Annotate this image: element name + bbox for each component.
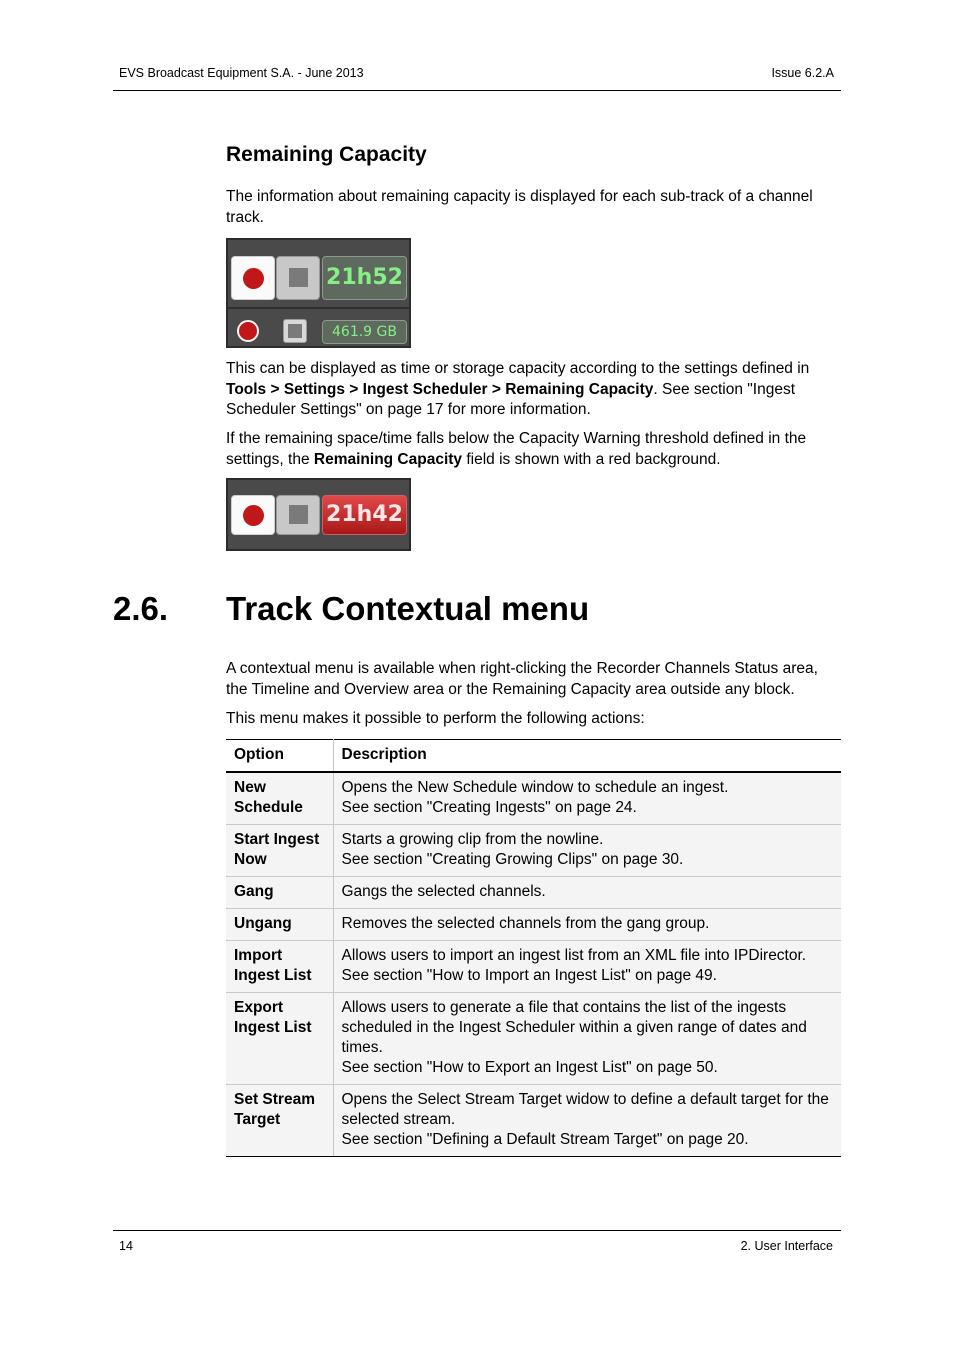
description-line: scheduled in the Ingest Scheduler within a given range of dates and — [341, 1018, 807, 1036]
description-line: times. — [341, 1038, 383, 1056]
remaining-capacity-settings-paragraph — [226, 359, 826, 421]
remaining-capacity-widget — [226, 238, 411, 348]
description-line: selected stream. — [341, 1110, 456, 1128]
option-label: Ingest List — [234, 966, 312, 984]
header-issue: Issue 6.2.A — [771, 66, 834, 80]
description-line: See section "How to Import an Ingest List" on page 49. — [341, 966, 717, 984]
option-label: Gang — [234, 882, 274, 900]
option-label: Schedule — [234, 798, 303, 816]
section-title: Track Contextual menu — [226, 590, 590, 627]
description-line: Allows users to import an ingest list from an XML file into IPDirector. — [341, 946, 807, 964]
description-cell — [333, 772, 841, 825]
section-intro-2: This menu makes it possible to perform the following actions: — [226, 710, 645, 727]
stop-icon — [288, 324, 302, 338]
record-icon — [243, 505, 264, 526]
description-line: See section "Creating Ingests" on page 24. — [341, 798, 637, 816]
table-row — [226, 908, 841, 940]
record-icon — [243, 268, 264, 289]
description-cell — [333, 940, 841, 992]
stop-button[interactable] — [276, 495, 320, 535]
column-header-description: Description — [333, 740, 841, 772]
page-header — [113, 66, 841, 91]
option-label: Import — [234, 946, 283, 964]
capacity-warning-widget — [226, 478, 411, 551]
paragraph-text: This can be displayed as time or storage capacity according to the settings defined in — [226, 360, 810, 377]
subtrack-record-button[interactable] — [236, 319, 260, 343]
option-label: Target — [234, 1110, 281, 1128]
description-line: See section "Defining a Default Stream Target" on page 20. — [341, 1130, 749, 1148]
remaining-capacity-heading: Remaining Capacity — [226, 143, 427, 166]
option-label: Export — [234, 998, 284, 1016]
section-number: 2.6. — [113, 590, 169, 627]
table-row — [226, 940, 841, 992]
option-label: Now — [234, 850, 267, 868]
option-cell — [226, 1084, 333, 1156]
description-line: Opens the New Schedule window to schedule an ingest. — [341, 778, 729, 796]
record-icon — [237, 320, 259, 342]
description-cell — [333, 876, 841, 908]
option-cell — [226, 824, 333, 876]
header-left: EVS Broadcast Equipment S.A. - June 2013 — [119, 66, 364, 80]
description-line: Allows users to generate a file that contains the list of the ingests — [341, 998, 787, 1016]
remaining-time-warning-field[interactable]: 21h42 — [322, 495, 407, 535]
option-cell — [226, 876, 333, 908]
option-cell — [226, 908, 333, 940]
option-label: Start Ingest — [234, 830, 320, 848]
page-number: 14 — [119, 1239, 133, 1253]
remaining-capacity-term: Remaining Capacity — [313, 450, 463, 468]
description-cell — [333, 908, 841, 940]
remaining-capacity-intro: The information about remaining capacity is displayed for each sub-track of a channel track. — [226, 188, 813, 226]
widget-divider — [228, 307, 409, 309]
paragraph-text: . See section "Ingest Scheduler Settings" on page 17 for more information. — [226, 380, 796, 418]
description-line: Removes the selected channels from the gang group. — [341, 914, 710, 932]
option-cell — [226, 992, 333, 1084]
paragraph-text: field is shown with a red background. — [462, 450, 721, 468]
record-button[interactable] — [231, 256, 275, 300]
description-cell — [333, 824, 841, 876]
description-line: See section "How to Export an Ingest List" on page 50. — [341, 1058, 718, 1076]
table-row — [226, 876, 841, 908]
description-cell — [333, 1084, 841, 1156]
record-button[interactable] — [231, 495, 275, 535]
table-row — [226, 992, 841, 1084]
page-footer — [113, 1230, 841, 1253]
description-line: See section "Creating Growing Clips" on page 30. — [341, 850, 684, 868]
remaining-storage-field[interactable]: 461.9 GB — [322, 320, 407, 344]
table-header-row — [226, 740, 841, 772]
description-line: Starts a growing clip from the nowline. — [341, 830, 604, 848]
option-label: Ingest List — [234, 1018, 312, 1036]
option-label: Ungang — [234, 914, 292, 932]
contextual-menu-table — [226, 739, 841, 1157]
table-row — [226, 772, 841, 825]
column-header-option: Option — [226, 740, 333, 772]
section-intro: A contextual menu is available when right-clicking the Recorder Channels Status area, the Timeline and Overview area or the Remaining Capacity area outside any block. — [226, 660, 818, 698]
paragraph-text: If the remaining space/time falls below the Capacity Warning threshold defined in the settings, the — [226, 430, 807, 468]
settings-path: Tools > Settings > Ingest Scheduler > Remaining Capacity — [226, 380, 654, 398]
stop-icon — [289, 268, 308, 287]
description-cell — [333, 992, 841, 1084]
option-label: New — [234, 778, 266, 796]
table-row — [226, 1084, 841, 1156]
capacity-warning-paragraph — [226, 429, 826, 470]
description-line: Opens the Select Stream Target widow to define a default target for the — [341, 1090, 829, 1108]
option-cell — [226, 940, 333, 992]
footer-chapter: 2. User Interface — [740, 1239, 833, 1253]
stop-icon — [289, 505, 308, 524]
option-cell — [226, 772, 333, 825]
option-label: Set Stream — [234, 1090, 315, 1108]
description-line: Gangs the selected channels. — [341, 882, 546, 900]
remaining-time-field[interactable]: 21h52 — [322, 256, 407, 300]
subtrack-stop-button[interactable] — [283, 319, 307, 343]
table-row — [226, 824, 841, 876]
stop-button[interactable] — [276, 256, 320, 300]
